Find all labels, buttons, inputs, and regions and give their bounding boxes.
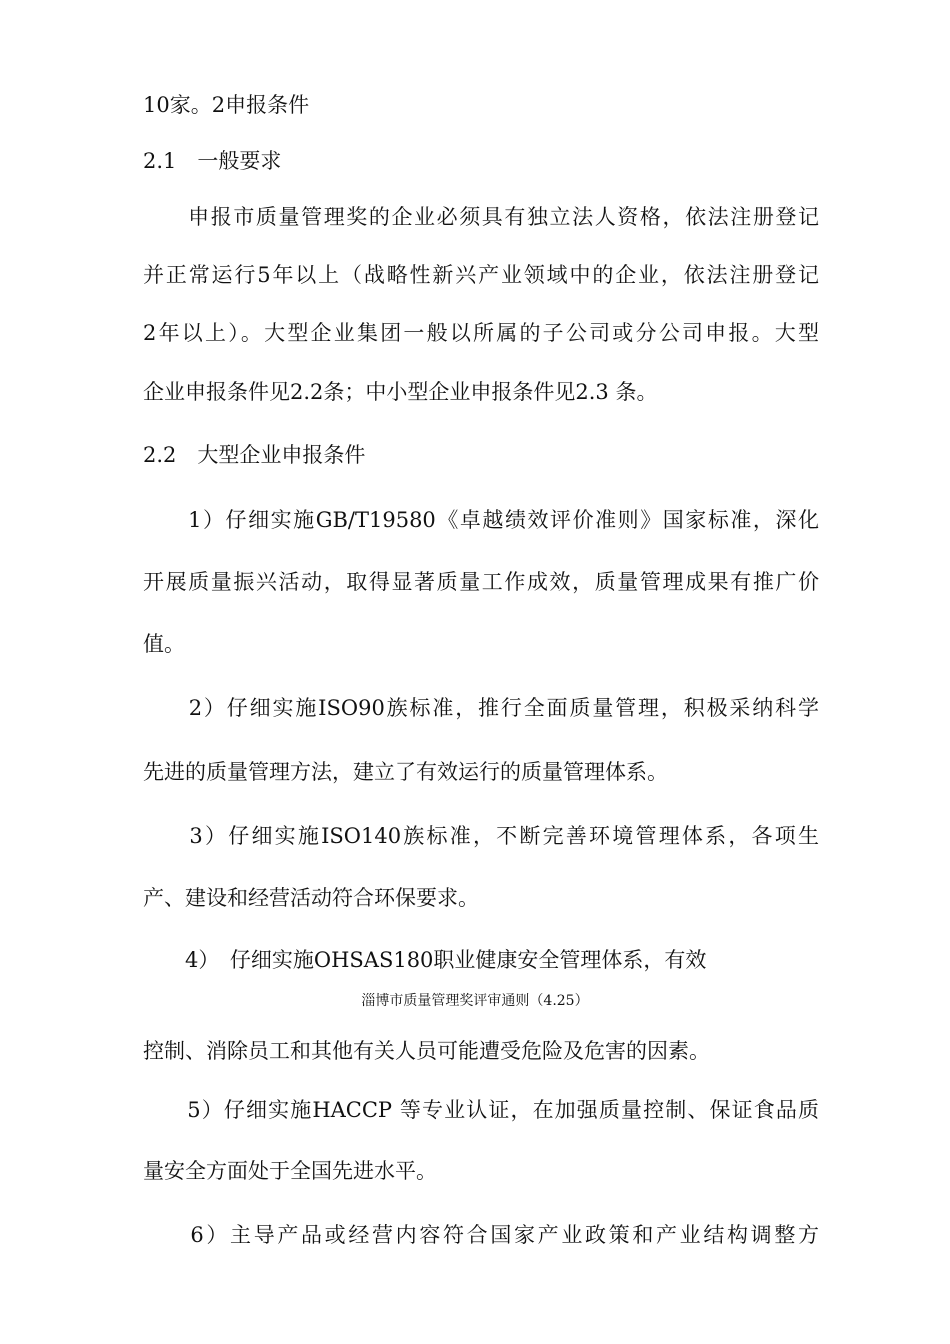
- text-line-4: 并正常运行5年以上（战略性新兴产业领域中的企业，依法注册登记: [143, 263, 819, 287]
- text-line-3: 申报市质量管理奖的企业必须具有独立法人资格，依法注册登记: [143, 205, 819, 229]
- text-line-19: 6）主导产品或经营内容符合国家产业政策和产业结构调整方: [143, 1223, 819, 1247]
- text-line-11: 2）仔细实施ISO90族标准，推行全面质量管理，积极采纳科学: [143, 696, 819, 720]
- text-line-5: 2年以上）。大型企业集团一般以所属的子公司或分公司申报。大型: [143, 321, 819, 345]
- text-line-9: 开展质量振兴活动，取得显著质量工作成效，质量管理成果有推广价: [143, 570, 819, 594]
- section-heading-2-1: 2.1 一般要求: [143, 149, 282, 173]
- text-line-15: 4） 仔细实施OHSAS180职业健康安全管理体系，有效: [143, 948, 707, 972]
- text-line-18: 量安全方面处于全国先进水平。: [143, 1159, 437, 1183]
- text-line-17: 5）仔细实施HACCP 等专业认证，在加强质量控制、保证食品质: [143, 1098, 819, 1122]
- text-line-13: 3）仔细实施ISO140族标准，不断完善环境管理体系，各项生: [143, 824, 819, 848]
- text-line-1: 10家。2申报条件: [143, 93, 310, 117]
- text-line-14: 产、建设和经营活动符合环保要求。: [143, 886, 479, 910]
- text-line-16: 控制、消除员工和其他有关人员可能遭受危险及危害的因素。: [143, 1039, 710, 1063]
- text-line-10: 值。: [143, 632, 185, 656]
- text-line-8: 1）仔细实施GB/T19580《卓越绩效评价准则》国家标准，深化: [143, 508, 819, 532]
- page-footer: 淄博市质量管理奖评审通则（4.25）: [361, 993, 589, 1009]
- text-line-12: 先进的质量管理方法，建立了有效运行的质量管理体系。: [143, 760, 668, 784]
- text-line-6: 企业申报条件见2.2条；中小型企业申报条件见2.3 条。: [143, 380, 658, 404]
- section-heading-2-2: 2.2 大型企业申报条件: [143, 443, 366, 467]
